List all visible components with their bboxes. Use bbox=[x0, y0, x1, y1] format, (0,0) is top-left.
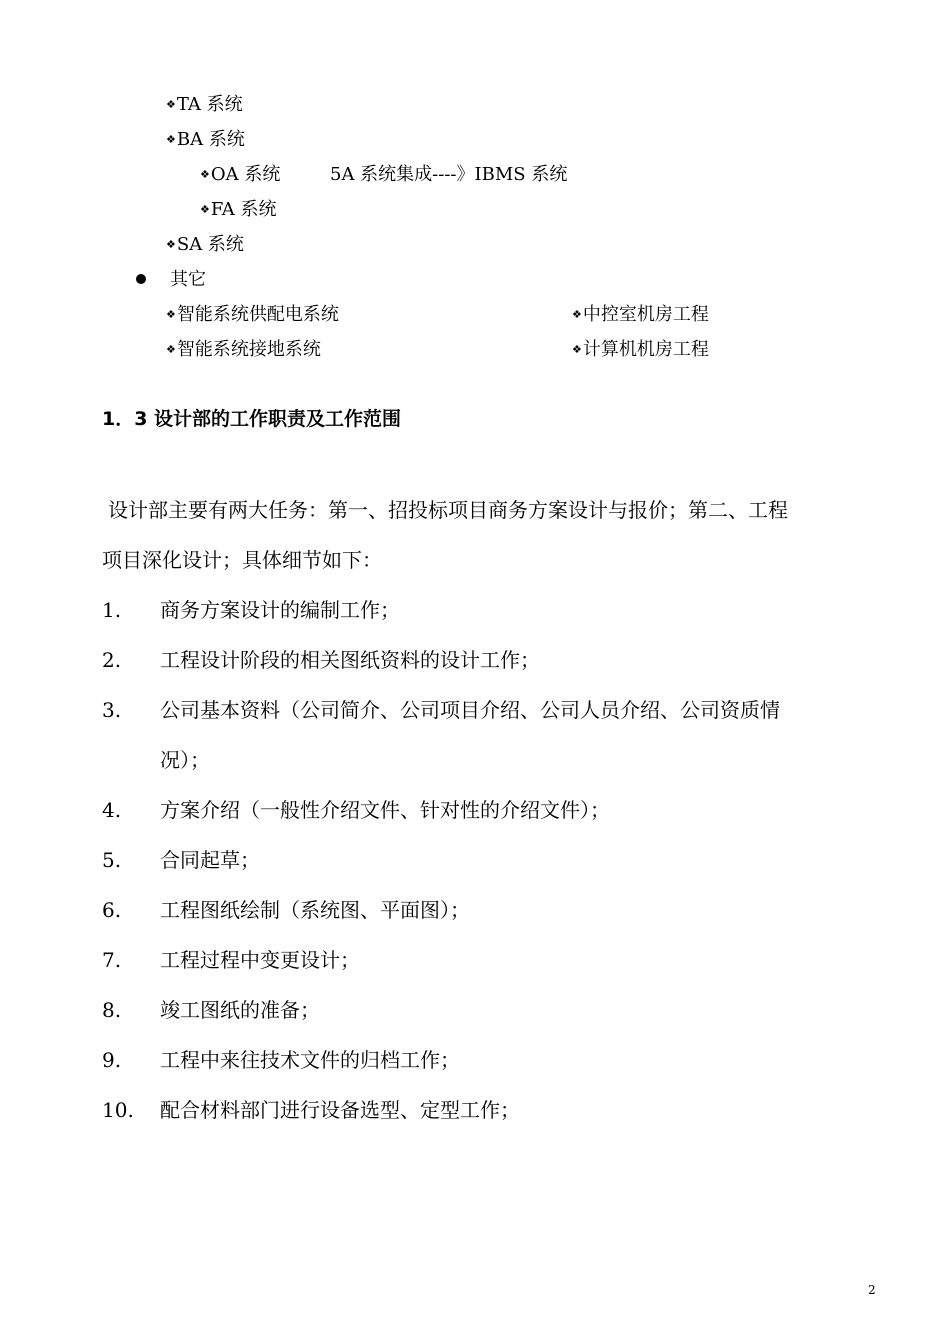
list-item-continuation: 况）； bbox=[160, 748, 210, 772]
list-item-label: 智能系统供配电系统 bbox=[176, 304, 339, 325]
diamond-bullet-icon: ❖ bbox=[166, 238, 176, 251]
list-item-label: 中控室机房工程 bbox=[582, 304, 709, 325]
diamond-bullet-icon: ❖ bbox=[166, 308, 176, 321]
list-item-control-room bbox=[572, 304, 709, 326]
intro-line-2: 项目深化设计；具体细节如下： bbox=[102, 548, 382, 572]
round-bullet-icon bbox=[136, 274, 146, 284]
diamond-bullet-icon: ❖ bbox=[572, 308, 582, 321]
diamond-bullet-icon: ❖ bbox=[166, 98, 176, 111]
list-number: 10. bbox=[102, 1098, 134, 1122]
list-number: 9. bbox=[102, 1048, 122, 1072]
other-label: 其它 bbox=[170, 269, 206, 290]
ibms-integration-note: 5A 系统集成----》IBMS 系统 bbox=[330, 164, 568, 185]
list-item-label: 计算机机房工程 bbox=[582, 339, 709, 360]
list-item-label: FA 系统 bbox=[210, 199, 277, 220]
list-item-label: TA 系统 bbox=[176, 94, 243, 115]
list-number: 3. bbox=[102, 698, 122, 722]
list-item-fa bbox=[200, 199, 277, 221]
list-item: 竣工图纸的准备； bbox=[160, 998, 320, 1022]
list-item: 商务方案设计的编制工作； bbox=[160, 598, 400, 622]
list-item: 合同起草； bbox=[160, 848, 260, 872]
list-number: 5. bbox=[102, 848, 122, 872]
list-item-power-supply bbox=[166, 304, 339, 326]
list-item: 工程设计阶段的相关图纸资料的设计工作； bbox=[160, 648, 540, 672]
list-item-grounding bbox=[166, 339, 321, 361]
list-item-label: OA 系统 bbox=[210, 164, 281, 185]
list-number: 6. bbox=[102, 898, 122, 922]
list-number: 1. bbox=[102, 598, 122, 622]
list-item: 工程中来往技术文件的归档工作； bbox=[160, 1048, 460, 1072]
intro-line-1: 设计部主要有两大任务：第一、招投标项目商务方案设计与报价；第二、工程 bbox=[108, 498, 788, 522]
list-item: 公司基本资料（公司简介、公司项目介绍、公司人员介绍、公司资质情 bbox=[160, 698, 780, 722]
diamond-bullet-icon: ❖ bbox=[166, 343, 176, 356]
list-number: 4. bbox=[102, 798, 122, 822]
diamond-bullet-icon: ❖ bbox=[200, 168, 210, 181]
list-item: 工程图纸绘制（系统图、平面图）； bbox=[160, 898, 470, 922]
list-item-label: 智能系统接地系统 bbox=[176, 339, 321, 360]
list-item-oa bbox=[200, 164, 280, 186]
list-number: 2. bbox=[102, 648, 122, 672]
list-item-sa bbox=[166, 234, 244, 256]
list-number: 8. bbox=[102, 998, 122, 1022]
list-item-label: BA 系统 bbox=[176, 129, 245, 150]
list-item: 方案介绍（一般性介绍文件、针对性的介绍文件）； bbox=[160, 798, 610, 822]
diamond-bullet-icon: ❖ bbox=[572, 343, 582, 356]
section-heading: 1．3 设计部的工作职责及工作范围 bbox=[102, 408, 402, 430]
list-item-ta bbox=[166, 94, 243, 116]
list-number: 7. bbox=[102, 948, 122, 972]
list-item-computer-room bbox=[572, 339, 709, 361]
diamond-bullet-icon: ❖ bbox=[200, 203, 210, 216]
list-item: 工程过程中变更设计； bbox=[160, 948, 360, 972]
list-item: 配合材料部门进行设备选型、定型工作； bbox=[160, 1098, 520, 1122]
list-item-label: SA 系统 bbox=[176, 234, 244, 255]
page-number: 2 bbox=[868, 1283, 876, 1297]
list-item-ba bbox=[166, 129, 245, 151]
diamond-bullet-icon: ❖ bbox=[166, 133, 176, 146]
